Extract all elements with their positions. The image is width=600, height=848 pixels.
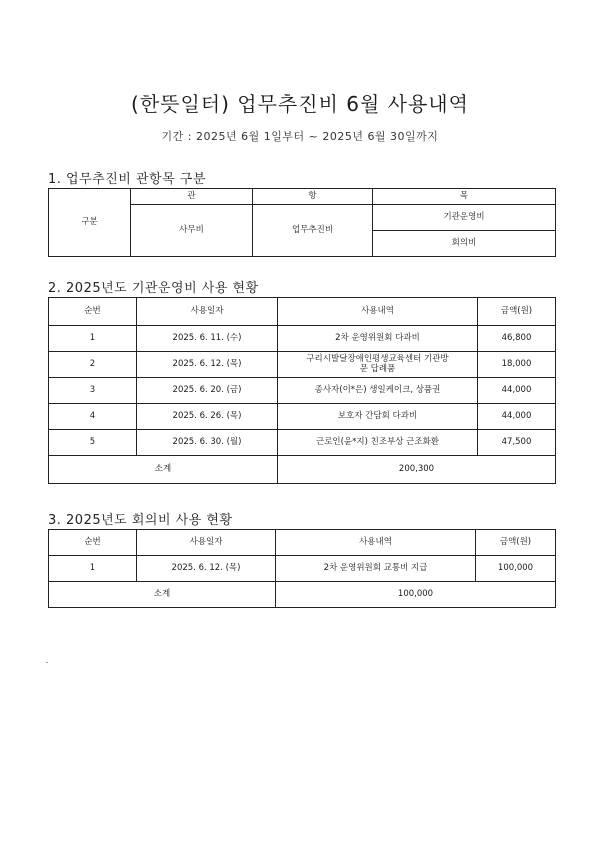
row-date: 2025. 6. 12. (목) — [137, 556, 276, 582]
column-header: 금액(원) — [476, 530, 556, 556]
category-table — [48, 188, 556, 257]
operating-expense-table — [48, 297, 556, 484]
scan-speck — [46, 662, 48, 663]
mok-value: 회의비 — [373, 231, 556, 257]
row-date: 2025. 6. 30. (월) — [137, 430, 278, 456]
header-gwan: 관 — [131, 189, 253, 205]
column-header: 금액(원) — [478, 298, 556, 326]
section3-heading: 3. 2025년도 회의비 사용 현황 — [48, 513, 233, 528]
row-description: 근로인(윤*지) 친조부상 근조화환 — [278, 430, 478, 456]
table-row — [49, 556, 556, 582]
row-amount: 44,000 — [478, 378, 556, 404]
row-date: 2025. 6. 11. (수) — [137, 326, 278, 352]
section1-heading: 1. 업무추진비 관항목 구분 — [48, 172, 206, 187]
gwan-value: 사무비 — [131, 205, 253, 257]
row-amount: 18,000 — [478, 352, 556, 378]
section2-heading: 2. 2025년도 기관운영비 사용 현황 — [48, 281, 259, 296]
row-date: 2025. 6. 20. (금) — [137, 378, 278, 404]
table-row — [49, 326, 556, 352]
row-number: 2 — [49, 352, 137, 378]
table-row — [49, 378, 556, 404]
meeting-expense-table — [48, 529, 556, 608]
column-header: 순번 — [49, 530, 137, 556]
row-description: 2차 운영위원회 다과비 — [278, 326, 478, 352]
row-description: 2차 운영위원회 교통비 지급 — [276, 556, 476, 582]
subtotal-row — [49, 582, 556, 608]
row-amount: 44,000 — [478, 404, 556, 430]
table-row — [49, 352, 556, 378]
period-text: 기간 : 2025년 6월 1일부터 ~ 2025년 6월 30일까지 — [161, 130, 439, 143]
subtotal-label: 소계 — [49, 582, 276, 608]
column-header: 사용일자 — [137, 530, 276, 556]
subtotal-value: 100,000 — [276, 582, 556, 608]
row-description: 보호자 간담회 다과비 — [278, 404, 478, 430]
column-header: 사용일자 — [137, 298, 278, 326]
column-header: 사용내역 — [276, 530, 476, 556]
column-header: 순번 — [49, 298, 137, 326]
row-date: 2025. 6. 12. (목) — [137, 352, 278, 378]
column-header: 사용내역 — [278, 298, 478, 326]
row-number: 5 — [49, 430, 137, 456]
row-description: 종사자(이*은) 생일케이크, 상품권 — [278, 378, 478, 404]
table-row — [49, 430, 556, 456]
header-mok: 목 — [373, 189, 556, 205]
row-date: 2025. 6. 26. (목) — [137, 404, 278, 430]
row-number: 1 — [49, 556, 137, 582]
row-description: 구리시발달장애인평생교육센터 기관방문 답례품 — [278, 352, 478, 378]
document-title: (한뜻일터) 업무추진비 6월 사용내역 — [131, 92, 469, 116]
row-number: 3 — [49, 378, 137, 404]
row-amount: 100,000 — [476, 556, 556, 582]
row-amount: 46,800 — [478, 326, 556, 352]
row-number: 1 — [49, 326, 137, 352]
category-row-label: 구분 — [49, 189, 131, 257]
header-hang: 항 — [253, 189, 373, 205]
hang-value: 업무추진비 — [253, 205, 373, 257]
table-row — [49, 404, 556, 430]
row-number: 4 — [49, 404, 137, 430]
subtotal-row — [49, 456, 556, 484]
row-amount: 47,500 — [478, 430, 556, 456]
subtotal-label: 소계 — [49, 456, 278, 484]
mok-value: 기관운영비 — [373, 205, 556, 231]
subtotal-value: 200,300 — [278, 456, 556, 484]
